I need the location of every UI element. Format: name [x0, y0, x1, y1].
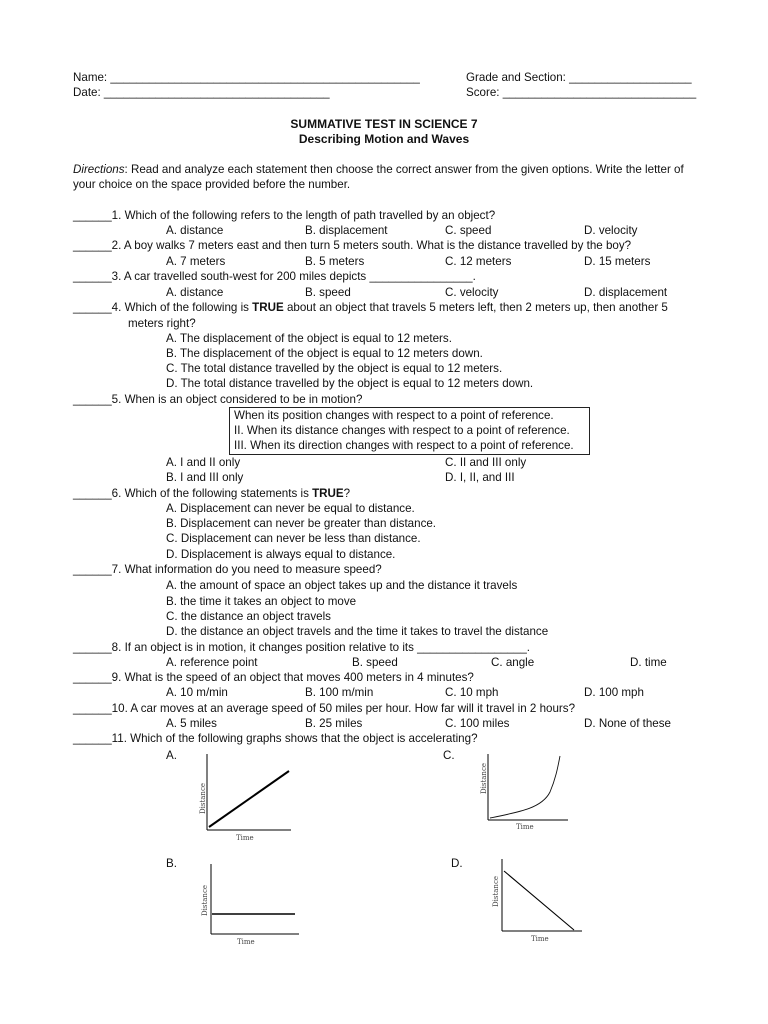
q4-option-a: A. The displacement of the object is equal to 12 meters. [166, 332, 452, 345]
question-2-stem: ______2. A boy walks 7 meters east and then turn 5 meters south. What is the distance travelled by the boy? [73, 239, 632, 252]
graph-b-plot [195, 858, 305, 948]
question-7-stem: ______7. What information do you need to measure speed? [73, 563, 382, 576]
q4-stem-pre: ______4. Which of the following is [73, 301, 253, 314]
graph-c [470, 748, 574, 836]
q2-option-d: D. 15 meters [584, 255, 651, 268]
q10-option-b: B. 25 miles [305, 717, 363, 730]
graph-a [187, 748, 299, 844]
directions-line-1 [73, 163, 684, 177]
graph-b [195, 858, 305, 948]
q2-option-a: A. 7 meters [166, 255, 226, 268]
question-4-stem-continued: meters right? [128, 317, 196, 330]
q4-stem-post: about an object that travels 5 meters left, then 2 meters up, then another 5 [283, 301, 668, 314]
q5-option-a: A. I and II only [166, 456, 241, 469]
graph-c-xlabel: Time [516, 823, 534, 831]
q1-option-b: B. displacement [305, 224, 388, 237]
q3-option-c: C. velocity [445, 286, 499, 299]
question-4-stem [73, 301, 668, 315]
test-title: SUMMATIVE TEST IN SCIENCE 7 [290, 117, 478, 131]
q6-stem-pre: ______6. Which of the following statements is [73, 487, 313, 500]
q2-option-b: B. 5 meters [305, 255, 365, 268]
q5-statement-2: II. When its distance changes with respect to a point of reference. [234, 424, 570, 437]
question-9-stem: ______9. What is the speed of an object that moves 400 meters in 4 minutes? [73, 671, 474, 684]
q11-option-c-letter: C. [443, 749, 455, 762]
q3-option-d: D. displacement [584, 286, 668, 299]
q2-option-c: C. 12 meters [445, 255, 512, 268]
q8-option-c: C. angle [491, 656, 535, 669]
q11-option-a-letter: A. [166, 749, 177, 762]
q6-option-b: B. Displacement can never be greater than distance. [166, 517, 437, 530]
q10-option-a: A. 5 miles [166, 717, 217, 730]
q4-option-c: C. The total distance travelled by the object is equal to 12 meters. [166, 362, 503, 375]
graph-d [482, 855, 588, 947]
q11-option-b-letter: B. [166, 857, 177, 870]
directions-label: Directions [73, 163, 125, 176]
question-8-stem: ______8. If an object is in motion, it changes position relative to its _________________. [73, 641, 530, 654]
graph-d-xlabel: Time [531, 935, 549, 943]
question-11-stem: ______11. Which of the following graphs shows that the object is accelerating? [73, 732, 478, 745]
date-field-line[interactable]: Date: ___________________________________ [73, 86, 330, 99]
q9-option-d: D. 100 mph [584, 686, 644, 699]
q4-option-b: B. The displacement of the object is equal to 12 meters down. [166, 347, 483, 360]
q1-option-d: D. velocity [584, 224, 638, 237]
q1-option-a: A. distance [166, 224, 224, 237]
q3-option-a: A. distance [166, 286, 224, 299]
q6-option-d: D. Displacement is always equal to distance. [166, 548, 396, 561]
grade-section-field-line[interactable]: Grade and Section: ___________________ [466, 71, 692, 84]
q9-option-b: B. 100 m/min [305, 686, 374, 699]
q5-statement-1: When its position changes with respect to a point of reference. [234, 409, 554, 422]
question-3-stem: ______3. A car travelled south-west for 200 miles depicts ________________. [73, 270, 476, 283]
question-6-stem [73, 487, 350, 501]
q1-option-c: C. speed [445, 224, 492, 237]
graph-a-ylabel: Distance [199, 782, 207, 814]
graph-c-curve [490, 756, 560, 818]
q5-option-d: D. I, II, and III [445, 471, 515, 484]
question-1-stem: ______1. Which of the following refers to the length of path travelled by an object? [73, 209, 496, 222]
graph-c-ylabel: Distance [480, 762, 488, 794]
q9-option-c: C. 10 mph [445, 686, 499, 699]
q10-option-c: C. 100 miles [445, 717, 510, 730]
q8-option-d: D. time [630, 656, 667, 669]
directions-text-1: : Read and analyze each statement then choose the correct answer from the given options. Write the letter of [124, 163, 684, 176]
q6-option-c: C. Displacement can never be less than distance. [166, 532, 421, 545]
score-field-line[interactable]: Score: ______________________________ [466, 86, 697, 99]
q7-option-d: D. the distance an object travels and the time it takes to travel the distance [166, 625, 549, 638]
graph-b-xlabel: Time [237, 938, 255, 946]
graph-a-xlabel: Time [236, 834, 254, 842]
q6-option-a: A. Displacement can never be equal to distance. [166, 502, 415, 515]
graph-d-ylabel: Distance [492, 875, 500, 907]
q3-option-b: B. speed [305, 286, 351, 299]
q7-option-a: A. the amount of space an object takes up and the distance it travels [166, 579, 518, 592]
q7-option-b: B. the time it takes an object to move [166, 595, 357, 608]
q5-option-c: C. II and III only [445, 456, 527, 469]
graph-b-ylabel: Distance [201, 884, 209, 916]
q6-stem-post: ? [343, 487, 351, 500]
graph-d-line [504, 871, 574, 930]
q9-option-a: A. 10 m/min [166, 686, 228, 699]
test-subtitle: Describing Motion and Waves [298, 132, 470, 146]
q11-option-d-letter: D. [451, 857, 463, 870]
directions-line-2: your choice on the space provided before the number. [73, 178, 351, 191]
name-field-line[interactable]: Name: ________________________________________________ [73, 71, 420, 84]
question-10-stem: ______10. A car moves at an average speed of 50 miles per hour. How far will it travel in 2 hours? [73, 702, 576, 715]
q4-stem-bold: TRUE [252, 301, 284, 314]
q10-option-d: D. None of these [584, 717, 672, 730]
q8-option-a: A. reference point [166, 656, 258, 669]
q6-stem-bold: TRUE [312, 487, 344, 500]
q4-option-d: D. The total distance travelled by the object is equal to 12 meters down. [166, 377, 534, 390]
q5-statement-3: III. When its direction changes with respect to a point of reference. [234, 439, 574, 452]
graph-a-line [209, 771, 289, 827]
q7-option-c: C. the distance an object travels [166, 610, 331, 623]
q8-option-b: B. speed [352, 656, 398, 669]
q5-option-b: B. I and III only [166, 471, 244, 484]
question-5-stem: ______5. When is an object considered to be in motion? [73, 393, 363, 406]
